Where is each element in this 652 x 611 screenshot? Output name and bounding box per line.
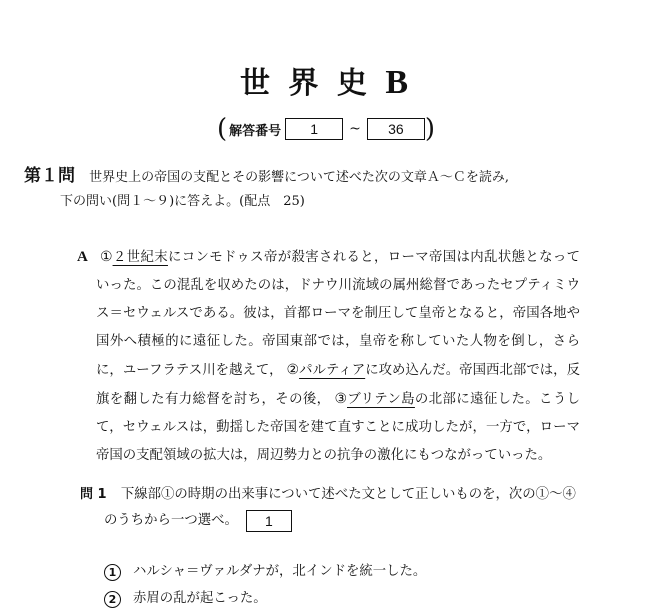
question-1-text: 下線部①の時期の出来事について述べた文として正しいものを，次の①～④ bbox=[120, 487, 576, 502]
title-text: 世 界 史 bbox=[239, 66, 371, 101]
page-title bbox=[0, 58, 652, 102]
underline-marker-1: ① bbox=[100, 249, 113, 265]
choice-text: 赤眉の乱が起こった。 bbox=[133, 591, 267, 606]
choice-text: ハルシャ＝ヴァルダナが，北インドを統一した。 bbox=[133, 564, 427, 579]
question-intro-line1: 世界史上の帝国の支配とその影響について述べた次の文章Ａ～Ｃを読み, bbox=[89, 170, 510, 185]
question-1-label: 問 1 bbox=[80, 487, 107, 502]
choice-number: 1 bbox=[104, 564, 121, 581]
choice-1[interactable] bbox=[104, 561, 426, 583]
underlined-text-1: ２世紀末 bbox=[112, 250, 168, 265]
underlined-text-3: ブリテン島 bbox=[347, 392, 415, 407]
answer-box-1[interactable]: 1 bbox=[246, 510, 292, 532]
choice-2[interactable] bbox=[104, 588, 267, 610]
answer-range-end-box: 36 bbox=[367, 118, 425, 140]
answer-range-label: 解答番号 bbox=[229, 123, 282, 139]
answer-range-start-box: 1 bbox=[285, 118, 343, 140]
passage-text-3: の北部に遠征した。こうして，セウェルスは，動揺した帝国を建て直すことに成功したが，一方で，ローマ帝国の支配領域の拡大は，周辺勢力との抗争の激化にもつながっていった。 bbox=[96, 392, 581, 463]
question-1-text2: のうちから一つ選べ。 bbox=[104, 513, 238, 528]
choice-number: 2 bbox=[104, 591, 121, 608]
section-a-paragraph bbox=[96, 243, 580, 470]
passage-text-2: に攻め込んだ。帝国西北部では，反旗を翻した有力総督を討ち，その後， bbox=[96, 363, 580, 407]
underline-marker-3: ③ bbox=[334, 391, 348, 407]
question-number: 第１問 bbox=[24, 166, 75, 186]
question-heading bbox=[24, 164, 624, 190]
passage-text-1: にコンモドゥス帝が殺害されると，ローマ帝国は内乱状態となっていった。この混乱を収めたのは，ドナウ川流域の属州総督であったセプティミウス＝セウェルスである。彼は，首都ローマを制圧して皇帝となると，帝国各地や国外へ積極的に遠征した。帝国東部では，皇帝を称していた人物を倒し，さらに，ユーフラテス川を越えて， bbox=[96, 250, 580, 378]
title-suffix: B bbox=[385, 64, 413, 101]
underlined-text-2: パルティア bbox=[299, 363, 366, 378]
section-letter: A bbox=[77, 249, 88, 265]
question-1 bbox=[80, 482, 580, 508]
underline-marker-2: ② bbox=[286, 362, 300, 378]
question-intro-line2: 下の問い(問１～９)に答えよ。(配点 25) bbox=[60, 194, 305, 209]
answer-number-range: ( 解答番号 1 ~ 36 ) bbox=[216, 114, 436, 144]
answer-range-tilde: ~ bbox=[349, 121, 361, 137]
section-a bbox=[77, 243, 581, 470]
question-1-line2 bbox=[104, 508, 292, 534]
